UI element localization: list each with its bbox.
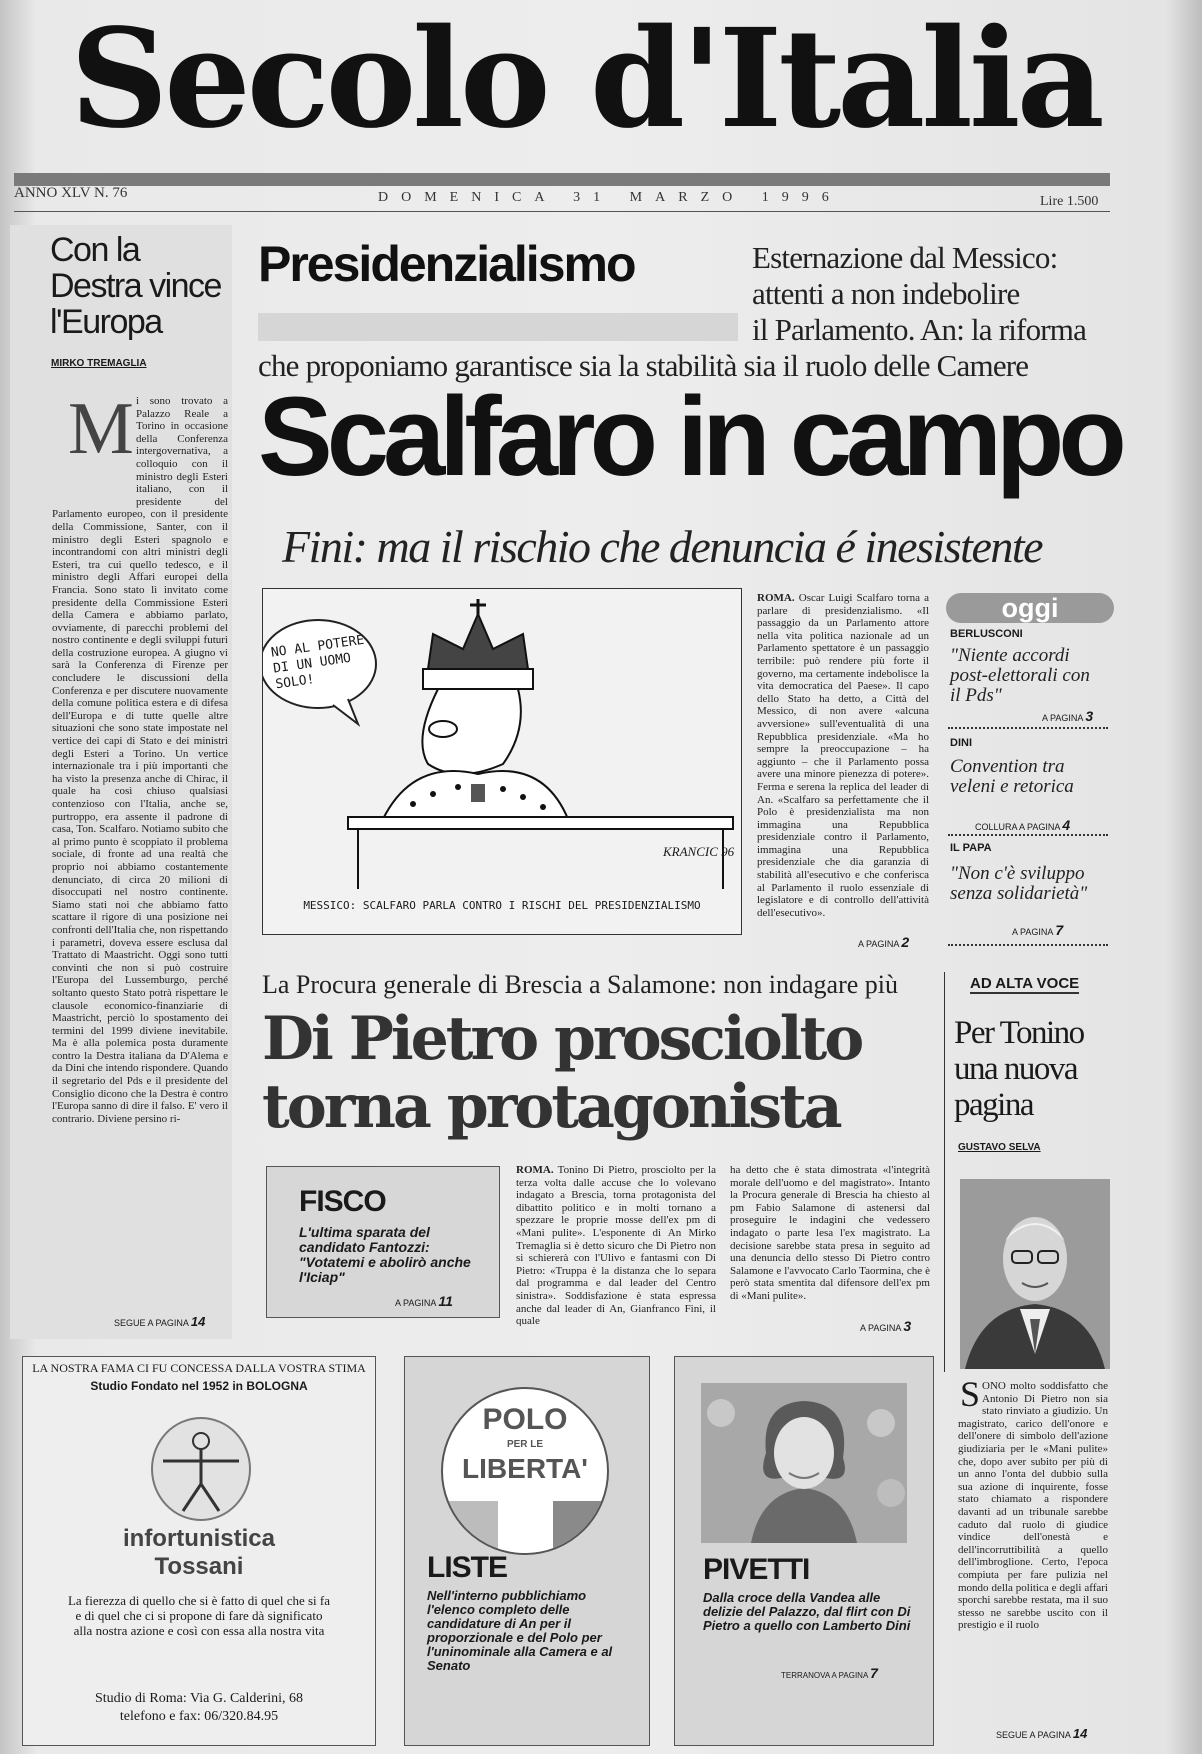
lead-deck-line-2: attenti a non indebolire [752, 276, 1020, 311]
vitruvian-figure [153, 1419, 249, 1519]
editorial-title: Con la Destra vince l'Europa [50, 231, 221, 341]
editorial-text [52, 395, 228, 1295]
cartoon-signature: KRANCIC 96 [663, 844, 735, 859]
second-body-col-1 [516, 1164, 716, 1326]
pivetti-ref [781, 1665, 878, 1681]
second-page-number: 3 [903, 1318, 912, 1334]
editorial-author: MIRKO TREMAGLIA [51, 358, 147, 369]
polo-logo-text-2: PER LE [506, 1439, 544, 1450]
continue-page: 14 [190, 1314, 206, 1329]
second-headline-2: torna protagonista [262, 1072, 840, 1142]
cartoon [262, 588, 742, 935]
fisco-box[interactable] [266, 1166, 500, 1318]
second-dateline: ROMA. [516, 1164, 554, 1176]
ad-tossani-brand-2: Tossani [154, 1553, 244, 1580]
oggi-item-2-page: 4 [1062, 817, 1071, 833]
second-body-col-2: ha detto che è stata dimostrata «l'integrità morale dell'uomo e del magistrato». Intanto la Procura generale di Brescia ha chiesto al pm Fabio Salamone di astenersi dal proseguire le indagini che vedessero indagato o parte lesa l'ex magistrato. La decisione sarebbe stata presa in seguito ad una denuncia dello stesso Di Pietro contro Salamone e l'avvocato Carlo Taormina, che è però stata smentita dal difensore dell'ex pm di «Mani pulite». [730, 1164, 930, 1302]
oggi-divider-3 [948, 944, 1108, 946]
lead-page-ref[interactable] [858, 934, 909, 950]
oggi-item-1-ref-label: A PAGINA [1042, 713, 1083, 723]
oggi-item-2-head: DINI [950, 737, 972, 749]
masthead-rule [14, 173, 1110, 186]
alta-voce-continue-page: 14 [1072, 1726, 1088, 1741]
lead-body-text: Oscar Luigi Scalfaro torna a parlare di presidenzialismo. «Il passaggio da un Parlamento attore nella vita politica nazionale ad un Parlamento spettatore è un passaggio terribile: può rendere più forte il governo, ma certamente indebolisce la vita democratica del Paese». Il capo dello Stato ha detto, a Città del Messico, di non avere «alcuna avversione» sull'eventualità di una Repubblica presidenziale. «Ma ho sempre la preoccupazione – ha aggiunto – che il Parlamento possa avere una minore pienezza di potere». Ferma e serena la replica del leader di An. «Scalfaro sa perfettamente che il Polo è presidenzialista ma non immagina una Repubblica presidenziale contro il Parlamento, immagina una Repubblica presidenziale che dia garanzia di stabilità all'esecutivo e che conferisca al Parlamento il ruolo essenziale di legislatore e di controllo dell'attività dell'esecutivo». [757, 592, 929, 919]
lead-body [757, 592, 929, 930]
oggi-item-3-ref[interactable] [1012, 922, 1063, 938]
alta-voce-continue-label: SEGUE A PAGINA [996, 1730, 1071, 1740]
pivetti-portrait [701, 1383, 907, 1543]
vitruvian-man-icon [151, 1417, 251, 1521]
fisco-ref-label: A PAGINA [395, 1298, 436, 1308]
oggi-item-3-head: IL PAPA [950, 842, 992, 854]
pivetti-photo [701, 1383, 907, 1543]
oggi-item-1-page: 3 [1085, 708, 1094, 724]
lead-deck-line-3: il Parlamento. An: la riforma [752, 312, 1087, 347]
issue-price: Lire 1.500 [1040, 194, 1099, 209]
oggi-item-1-quote: "Niente accordi post-elettorali con il Pds" [950, 645, 1090, 706]
alta-voce-continue[interactable] [996, 1726, 1087, 1741]
alta-voce-text: ONO molto soddisfatto che Antonio Di Pietro non sia stato rinviato a giudizio. Un magistrato, carico dell'onore e dell'onere di simbolo dell'azione giudiziaria per le «Mani pulite» che, dopo aver subito per più di un anno l'onta del dubbio sulla sua azione di inquirente, fosse stato chiamato a rispondere davanti ad un tribunale sarebbe caduto dal ruolo di giudice vindice dell'onestà e dell'incorruttibilità a quello dell'imbroglione. Certo, l'epoca compiuta per fare pulizia nel mondo della politica e degli affari sporchi sarebbe restata, ma il suo stesso ne sarebbe uscito con il prestigio e il ruolo [958, 1380, 1108, 1632]
author-photo [960, 1179, 1110, 1369]
polo-logo-band-center [498, 1501, 553, 1553]
oggi-item-1-ref[interactable] [1042, 708, 1093, 724]
alta-voce-title: Per Tonino una nuova pagina [954, 1015, 1084, 1123]
oggi-item-3-quote: "Non c'è sviluppo senza solidarietà" [950, 863, 1088, 904]
ad-tossani-founded: Studio Fondato nel 1952 in BOLOGNA [90, 1379, 308, 1393]
ad-tossani-slogan: LA NOSTRA FAMA CI FU CONCESSA DALLA VOSTRA STIMA [32, 1361, 366, 1375]
oggi-badge: oggi [946, 593, 1114, 623]
issue-date: DOMENICA 31 MARZO 1996 [378, 190, 842, 205]
pivetti-text: Dalla croce della Vandea alle delizie del Palazzo, dal flirt con Di Pietro a quello con Lamberto Dini [703, 1590, 911, 1633]
oggi-item-3-page: 7 [1055, 922, 1064, 938]
alta-voce-body [958, 1374, 1108, 1708]
lead-deck-line-1: Esternazione dal Messico: [752, 240, 1058, 275]
cartoon-caption: MESSICO: SCALFARO PARLA CONTRO I RISCHI DEL PRESIDENZIALISMO [303, 899, 701, 912]
ad-tossani-brand-1: infortunistica [122, 1525, 275, 1552]
second-kicker: La Procura generale di Brescia a Salamone: non indagare più [262, 970, 899, 999]
ad-tossani-text: La fierezza di quello che si è fatto di quel che si fa e di quel che ci si propone di fare dà significato alla nostra azione e così con essa alla nostra vita [67, 1593, 331, 1638]
alta-voce-border [944, 972, 945, 1372]
lead-subhead: Fini: ma il rischio che denuncia é inesistente [282, 521, 1043, 572]
issue-number: ANNO XLV N. 76 [14, 185, 128, 201]
oggi-item-1-head: BERLUSCONI [950, 628, 1023, 640]
oggi-divider-1 [948, 727, 1108, 729]
oggi-item-2-ref-label: COLLURA A PAGINA [975, 822, 1060, 832]
editorial-lead: i sono trovato a Palazzo Reale a Torino in occasione della Conferenza intergovernativa, a colloquio con il ministro degli Esteri italiano, con il presidente del Parlamento europeo, con il presidente della Commissione, Santer, con il ministro degli Esteri spagnolo e incontrandomi con altri ministri degli Esteri, tra cui quello tedesco, e il ministro degli Affari europei della Francia. Sono stato lì invitato come presidente della Commissione Esteri della Camera e abbiamo parlato, ovviamente, di parecchi problemi del nostro continente e degli sviluppi futuri della costruzione europea. [52, 395, 228, 659]
fisco-ref [395, 1293, 453, 1309]
alta-voce-author: GUSTAVO SELVA [958, 1142, 1041, 1153]
lead-kicker: Presidenzialismo [258, 236, 635, 292]
alta-voce-dropcap: S [960, 1374, 981, 1414]
ad-tossani[interactable] [22, 1356, 376, 1746]
lead-kicker-bar [258, 313, 738, 341]
second-page-ref[interactable] [860, 1318, 911, 1334]
masthead-divider [14, 211, 1110, 212]
oggi-divider-2 [948, 834, 1108, 836]
second-body-col-1-text: Tonino Di Pietro, prosciolto per la terza volta dalle accuse che lo volevano indagato a Brescia, torna protagonista del dibattito politico e in molti tornano a spezzare le proprie mosse dell'ex pm di «Mani pulite». L'esponente di An Mirko Tremaglia si è detto sicuro che Di Pietro non si schiererà con l'Ulivo e fantasmi con Di Pietro: «Truppa è la distanza che lo separa dal programma e dal leader del Centro sinistra». Soddisfazione è stata espressa anche dal leader di An, Gianfranco Fini, il quale [516, 1164, 716, 1326]
liste-text: Nell'interno pubblichiamo l'elenco completo delle candidature di An per il proporzionale e del Polo per l'uninominale alla Camera e al Senato [427, 1588, 613, 1673]
cartoon-bubble-text: NO AL POTERE DI UN UOMO SOLO! [270, 632, 366, 693]
lead-dateline: ROMA. [757, 592, 795, 604]
lead-deck-full: che proponiamo garantisce sia la stabilità sia il ruolo delle Camere [258, 348, 1029, 383]
liste-box[interactable] [404, 1356, 650, 1746]
polo-logo-band-left [443, 1501, 498, 1553]
lead-page-number: 2 [901, 934, 910, 950]
lead-headline: Scalfaro in campo [258, 374, 1121, 499]
ad-tossani-phone: telefono e fax: 06/320.84.95 [119, 1709, 279, 1724]
second-headline-1: Di Pietro prosciolto [262, 1004, 862, 1074]
author-portrait [960, 1179, 1110, 1369]
oggi-item-3-ref-label: A PAGINA [1012, 927, 1053, 937]
fisco-page: 11 [438, 1293, 453, 1309]
polo-logo-text-1: POLO [482, 1403, 568, 1436]
second-page-label: A PAGINA [860, 1323, 901, 1333]
pivetti-title: PIVETTI [703, 1553, 810, 1586]
polo-logo [441, 1387, 609, 1555]
oggi-item-2-quote: Convention tra veleni e retorica [950, 756, 1074, 797]
lead-page-label: A PAGINA [858, 939, 899, 949]
liste-title: LISTE [427, 1551, 508, 1584]
fisco-title: FISCO [299, 1185, 386, 1218]
pivetti-page: 7 [870, 1665, 878, 1681]
oggi-item-2-ref[interactable] [975, 817, 1070, 833]
masthead-title: Secolo d'Italia [70, 0, 1101, 159]
continue-label: SEGUE A PAGINA [114, 1318, 189, 1328]
pivetti-ref-label: TERRANOVA A PAGINA [781, 1671, 868, 1680]
ad-tossani-address: Studio di Roma: Via G. Calderini, 68 [94, 1691, 304, 1706]
polo-logo-band-right [553, 1501, 607, 1553]
alta-voce-label: AD ALTA VOCE [970, 975, 1080, 992]
polo-logo-text-3: LIBERTA' [462, 1453, 588, 1484]
fisco-text: L'ultima sparata del candidato Fantozzi: "Votatemi e abolirò anche l'Iciap" [299, 1224, 471, 1285]
editorial-continue[interactable] [114, 1314, 205, 1329]
editorial-dropcap: M [68, 388, 134, 470]
editorial-body: A giugno vi sarà la Conferenza di Firenze per concludere le discussioni della Conferenza e per discutere nuovamente della comune politica estera e di difesa dell'Europa e di tutte quelle altre situazioni che sono state impostate nel vertice dei capi di Stato e dei ministri degli Esteri a Torino. Un vertice internazionale tra i più importanti che ha visto la presenza anche di Chirac, il quale ha così chiuso qualsiasi contenzioso con l'Italia, anche se, purtroppo, era assente il padrone di casa, Ton. Scalfaro. Notiamo subito che al primo punto è scoppiato il problema sociale, di fronte ad una realtà che proprio noi abbiamo costantemente denunciato, di circa 20 milioni di disoccupati nel nostro continente. Siamo stati noi che abbiamo fatto scattare il rigore di una posizione nei confronti dell'Italia che, non rispettando i parametri, doveva essere esclusa dal Trattato di Maastricht. Oggi sono tutti convinti che non si può costruire l'Europa del Lussemburgo, perché soltanto questo Stato potrà rispettare le clausole economico-finanziarie di Maastricht, perciò lo spostamento dei termini del 1999 diviene inevitabile. Ma è alla polemica posta duramente contro la Destra italiana da D'Alema e da Dini che intendo rispondere. Quando il segretario del Pds e il presidente del Consiglio dicono che la Destra è contro l'Europa sanno di dire il falso. E' vero il contrario. Diviene persino ri- [52, 646, 228, 1125]
pivetti-box[interactable] [674, 1356, 934, 1746]
